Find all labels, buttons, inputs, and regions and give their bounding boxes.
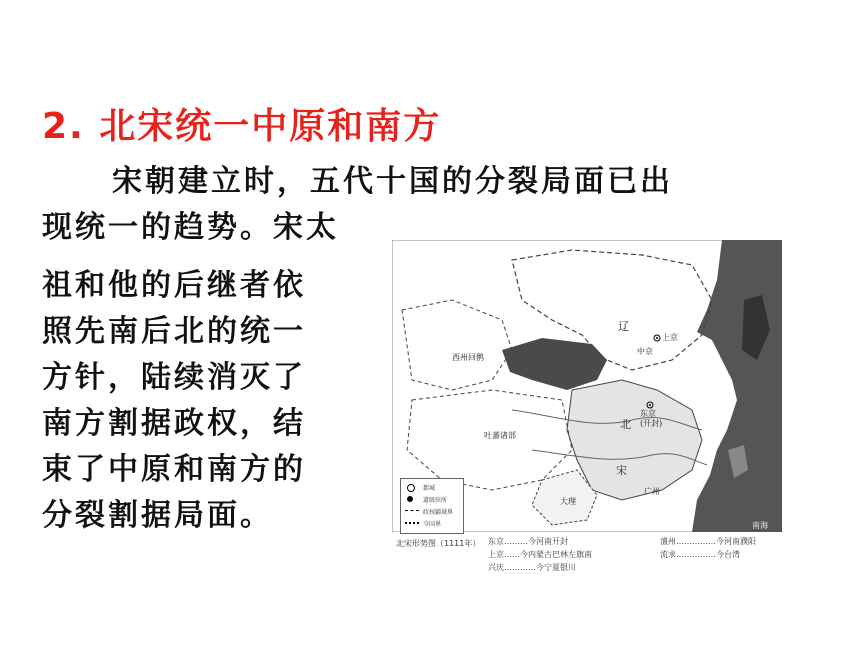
legend-item-1: 都城 (423, 485, 436, 492)
map-caption-item: 流求……………今台湾 (660, 550, 740, 559)
northern-song-map (392, 240, 782, 578)
paragraph-side-line-5: 束了中原和南方的 (42, 452, 306, 487)
paragraph-side-line-1: 祖和他的后继者依 (42, 268, 306, 303)
map-label-kaifeng: (开封) (640, 419, 663, 428)
map-label-guangzhou: 广州 (644, 487, 660, 496)
paragraph-line-2: 现统一的趋势。宋太 (42, 210, 339, 245)
map-caption-item: 上京……今内蒙古巴林左旗南 (488, 550, 592, 559)
map-caption (392, 532, 782, 578)
paragraph-side-line-2: 照先南后北的统一 (42, 314, 306, 349)
border-line-icon (405, 510, 419, 511)
map-label-xizhou-huihu: 西州回鹘 (452, 353, 484, 362)
paragraph-side-line-6: 分裂割据局面。 (42, 498, 273, 533)
capital-symbol-icon (407, 484, 415, 492)
map-label-dongjing: 东京 (640, 409, 656, 418)
legend-item-3: 政权疆域界 (423, 509, 454, 516)
legend-item-4: 今国界 (423, 521, 442, 528)
map-caption-item: 东京………今河南开封 (488, 537, 568, 546)
national-border-icon (405, 522, 419, 524)
map-caption-item: 澶州……………今河南濮阳 (660, 537, 756, 546)
map-label-nanhai: 南海 (752, 521, 768, 530)
map-caption-title: 北宋形势图（1111年） (396, 539, 481, 548)
map-label-shangjing: 上京 (662, 333, 678, 342)
map-label-bei: 北 (620, 418, 631, 431)
section-heading: 2. 北宋统一中原和南方 (42, 106, 442, 147)
map-label-song: 宋 (616, 464, 627, 477)
map-label-tubo: 吐蕃诸部 (484, 431, 516, 440)
map-label-liao: 辽 (618, 320, 629, 333)
paragraph-side-line-4: 南方割据政权，结 (42, 406, 306, 441)
office-symbol-icon (407, 496, 413, 502)
paragraph-side-line-3: 方针，陆续消灭了 (42, 360, 306, 395)
map-legend (400, 478, 464, 534)
paragraph-line-1: 宋朝建立时，五代十国的分裂局面已出 (112, 164, 673, 199)
map-caption-item: 兴庆…………今宁夏银川 (488, 563, 576, 572)
map-label-zhongjing: 中京 (637, 347, 653, 356)
legend-item-2: 道级驻所 (423, 497, 448, 504)
map-label-dali: 大理 (560, 497, 576, 506)
